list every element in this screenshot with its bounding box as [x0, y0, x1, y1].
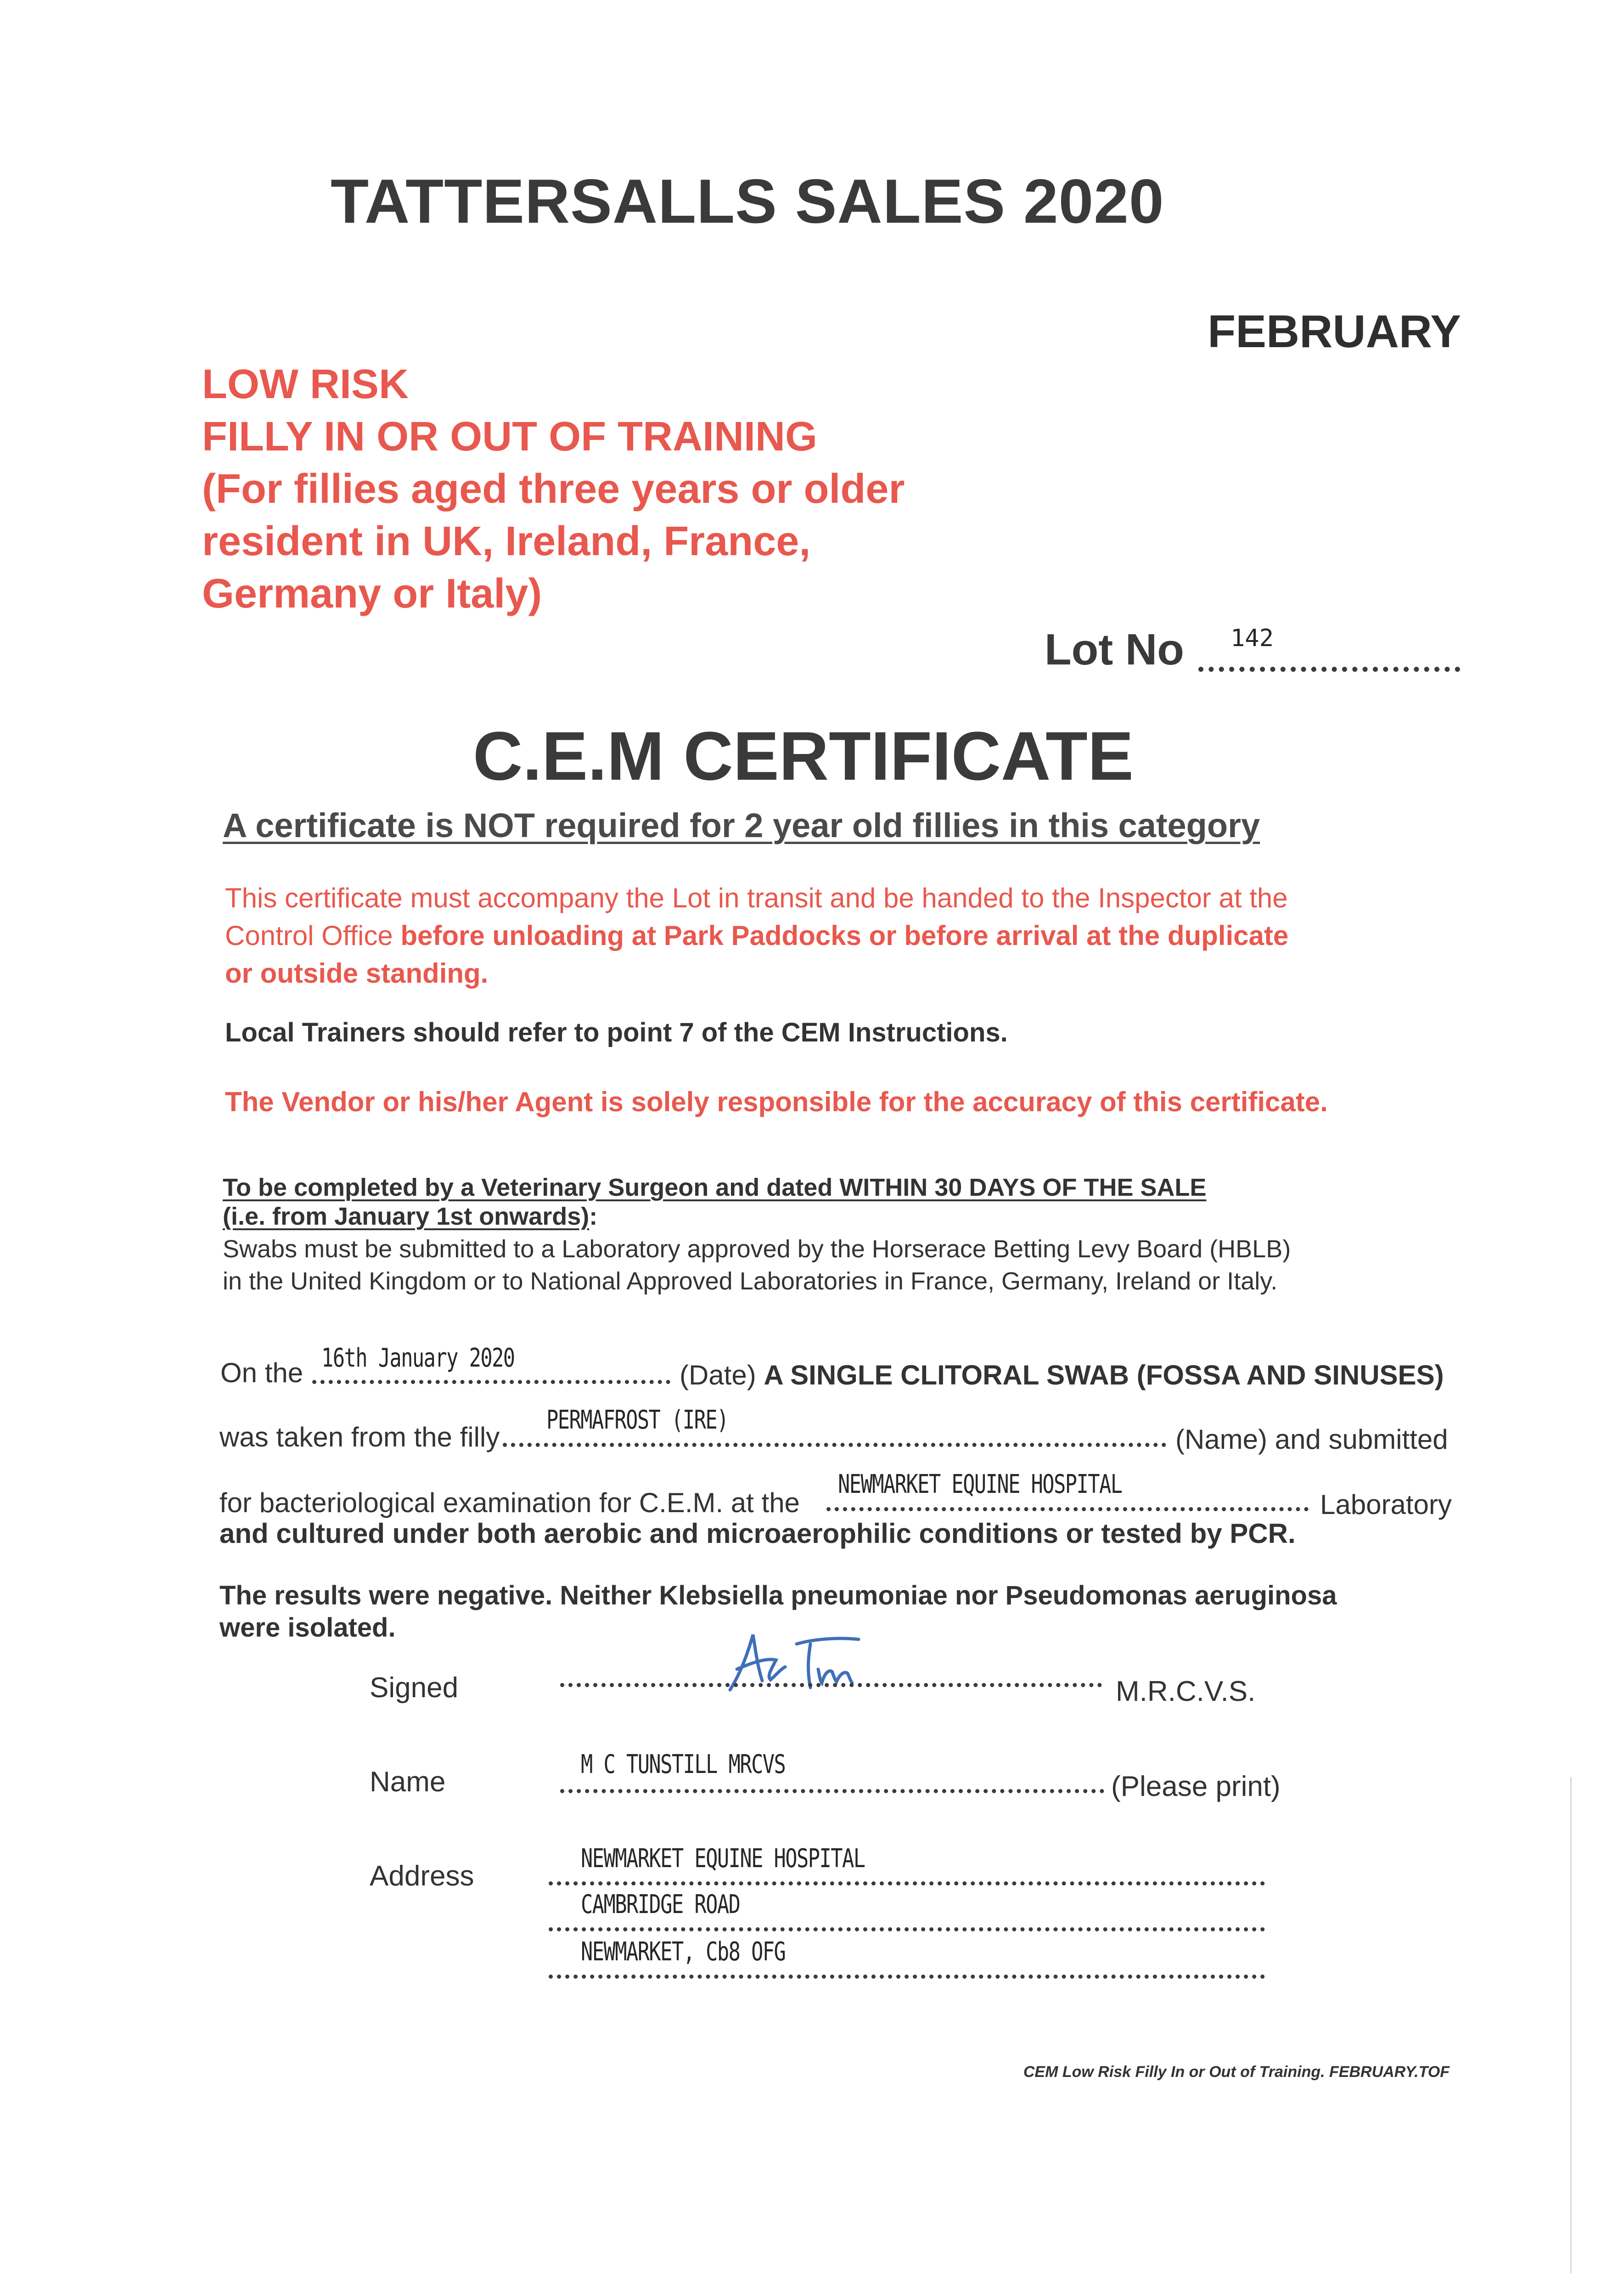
completion-heading-1 [223, 1173, 1206, 1202]
signed-label: Signed [370, 1672, 459, 1704]
category-line: resident in UK, Ireland, France, [202, 518, 811, 564]
filly-name-value: PERMAFROST (IRE) [546, 1405, 728, 1435]
laboratory-field[interactable] [826, 1469, 1309, 1513]
completion-date-range: (i.e. from January 1st onwards) [223, 1203, 590, 1230]
completion-deadline-text: WITHIN 30 DAYS OF THE SALE [839, 1174, 1207, 1201]
swab-type: A SINGLE CLITORAL SWAB (FOSSA AND SINUSES) [764, 1360, 1444, 1390]
address-line-3-field[interactable] [549, 1937, 1265, 1981]
vendor-responsibility-note: The Vendor or his/her Agent is solely responsible for the accuracy of this certificate. [225, 1086, 1328, 1117]
vet-name-value: M C TUNSTILL MRCVS [581, 1750, 786, 1779]
document-title: TATTERSALLS SALES 2020 [331, 166, 1164, 236]
address-line-3-value: NEWMARKET, Cb8 OFG [581, 1937, 786, 1967]
date-suffix-label: (Date) [680, 1360, 764, 1390]
local-trainers-note: Local Trainers should refer to point 7 of the CEM Instructions. [225, 1018, 1008, 1047]
address-line-2-field[interactable] [549, 1890, 1265, 1933]
lot-number-value: 142 [1231, 625, 1274, 652]
laboratory-value: NEWMARKET EQUINE HOSPITAL [838, 1469, 1122, 1499]
category-line: FILLY IN OR OUT OF TRAINING [202, 414, 818, 460]
address-line-1-field[interactable] [549, 1844, 1265, 1887]
mrcvs-label: M.R.C.V.S. [1116, 1676, 1256, 1707]
swab-line-1: Swabs must be submitted to a Laboratory approved by the Horserace Betting Levy Board (HBLB) [223, 1235, 1291, 1263]
transit-line-1: This certificate must accompany the Lot in transit and be handed to the Inspector at the [225, 883, 1288, 913]
certificate-subtitle: A certificate is NOT required for 2 year old fillies in this category [223, 806, 1260, 844]
category-block [202, 358, 905, 620]
on-the-label: On the [220, 1357, 303, 1388]
completion-heading-2 [223, 1202, 597, 1231]
results-line-1: The results were negative. Neither Klebsiella pneumoniae nor Pseudomonas aeruginosa [219, 1581, 1337, 1610]
transit-bold-text: before unloading at Park Paddocks or before arrival at the duplicate [400, 920, 1289, 951]
transit-normal-text: Control Office [225, 920, 401, 951]
swab-line-2: in the United Kingdom or to National Approved Laboratories in France, Germany, Ireland or Italy. [223, 1267, 1278, 1295]
date-suffix [680, 1359, 1444, 1391]
taken-from-label: was taken from the filly [219, 1422, 500, 1452]
address-line-1-value: NEWMARKET EQUINE HOSPITAL [581, 1844, 865, 1874]
category-line: Germany or Italy) [202, 571, 542, 617]
filly-name-field[interactable] [503, 1405, 1166, 1449]
swab-requirement [223, 1233, 1291, 1297]
name-suffix: (Name) and submitted [1175, 1424, 1448, 1455]
certificate-title: C.E.M CERTIFICATE [473, 717, 1134, 794]
scan-edge-line [1570, 1777, 1572, 2273]
laboratory-suffix: Laboratory [1320, 1489, 1452, 1520]
signature-field[interactable] [560, 1626, 1102, 1699]
completion-heading-text: To be completed by a Veterinary Surgeon and dated [223, 1174, 840, 1201]
date-value: 16th January 2020 [321, 1343, 515, 1373]
please-print-label: (Please print) [1111, 1771, 1281, 1802]
bacteriological-label: for bacteriological examination for C.E.M. at the [219, 1487, 800, 1518]
category-line: LOW RISK [202, 361, 409, 407]
form-reference: CEM Low Risk Filly In or Out of Training. FEBRUARY.TOF [1023, 2063, 1450, 2081]
name-label: Name [370, 1766, 446, 1798]
transit-line-2 [225, 917, 1465, 955]
results-line-2: were isolated. [219, 1613, 396, 1643]
sale-month: FEBRUARY [1208, 306, 1461, 357]
transit-notice [225, 879, 1465, 992]
address-line-2-value: CAMBRIDGE ROAD [581, 1890, 740, 1919]
lot-label: Lot No [1045, 625, 1184, 674]
date-field[interactable] [312, 1343, 670, 1387]
vet-name-field[interactable] [560, 1750, 1104, 1795]
culture-conditions: and cultured under both aerobic and microaerophilic conditions or tested by PCR. [219, 1518, 1296, 1549]
completion-colon: : [589, 1203, 598, 1230]
lot-number-field[interactable] [1198, 625, 1460, 675]
address-label: Address [370, 1860, 474, 1892]
category-line: (For fillies aged three years or older [202, 466, 905, 512]
transit-line-3: or outside standing. [225, 958, 489, 989]
